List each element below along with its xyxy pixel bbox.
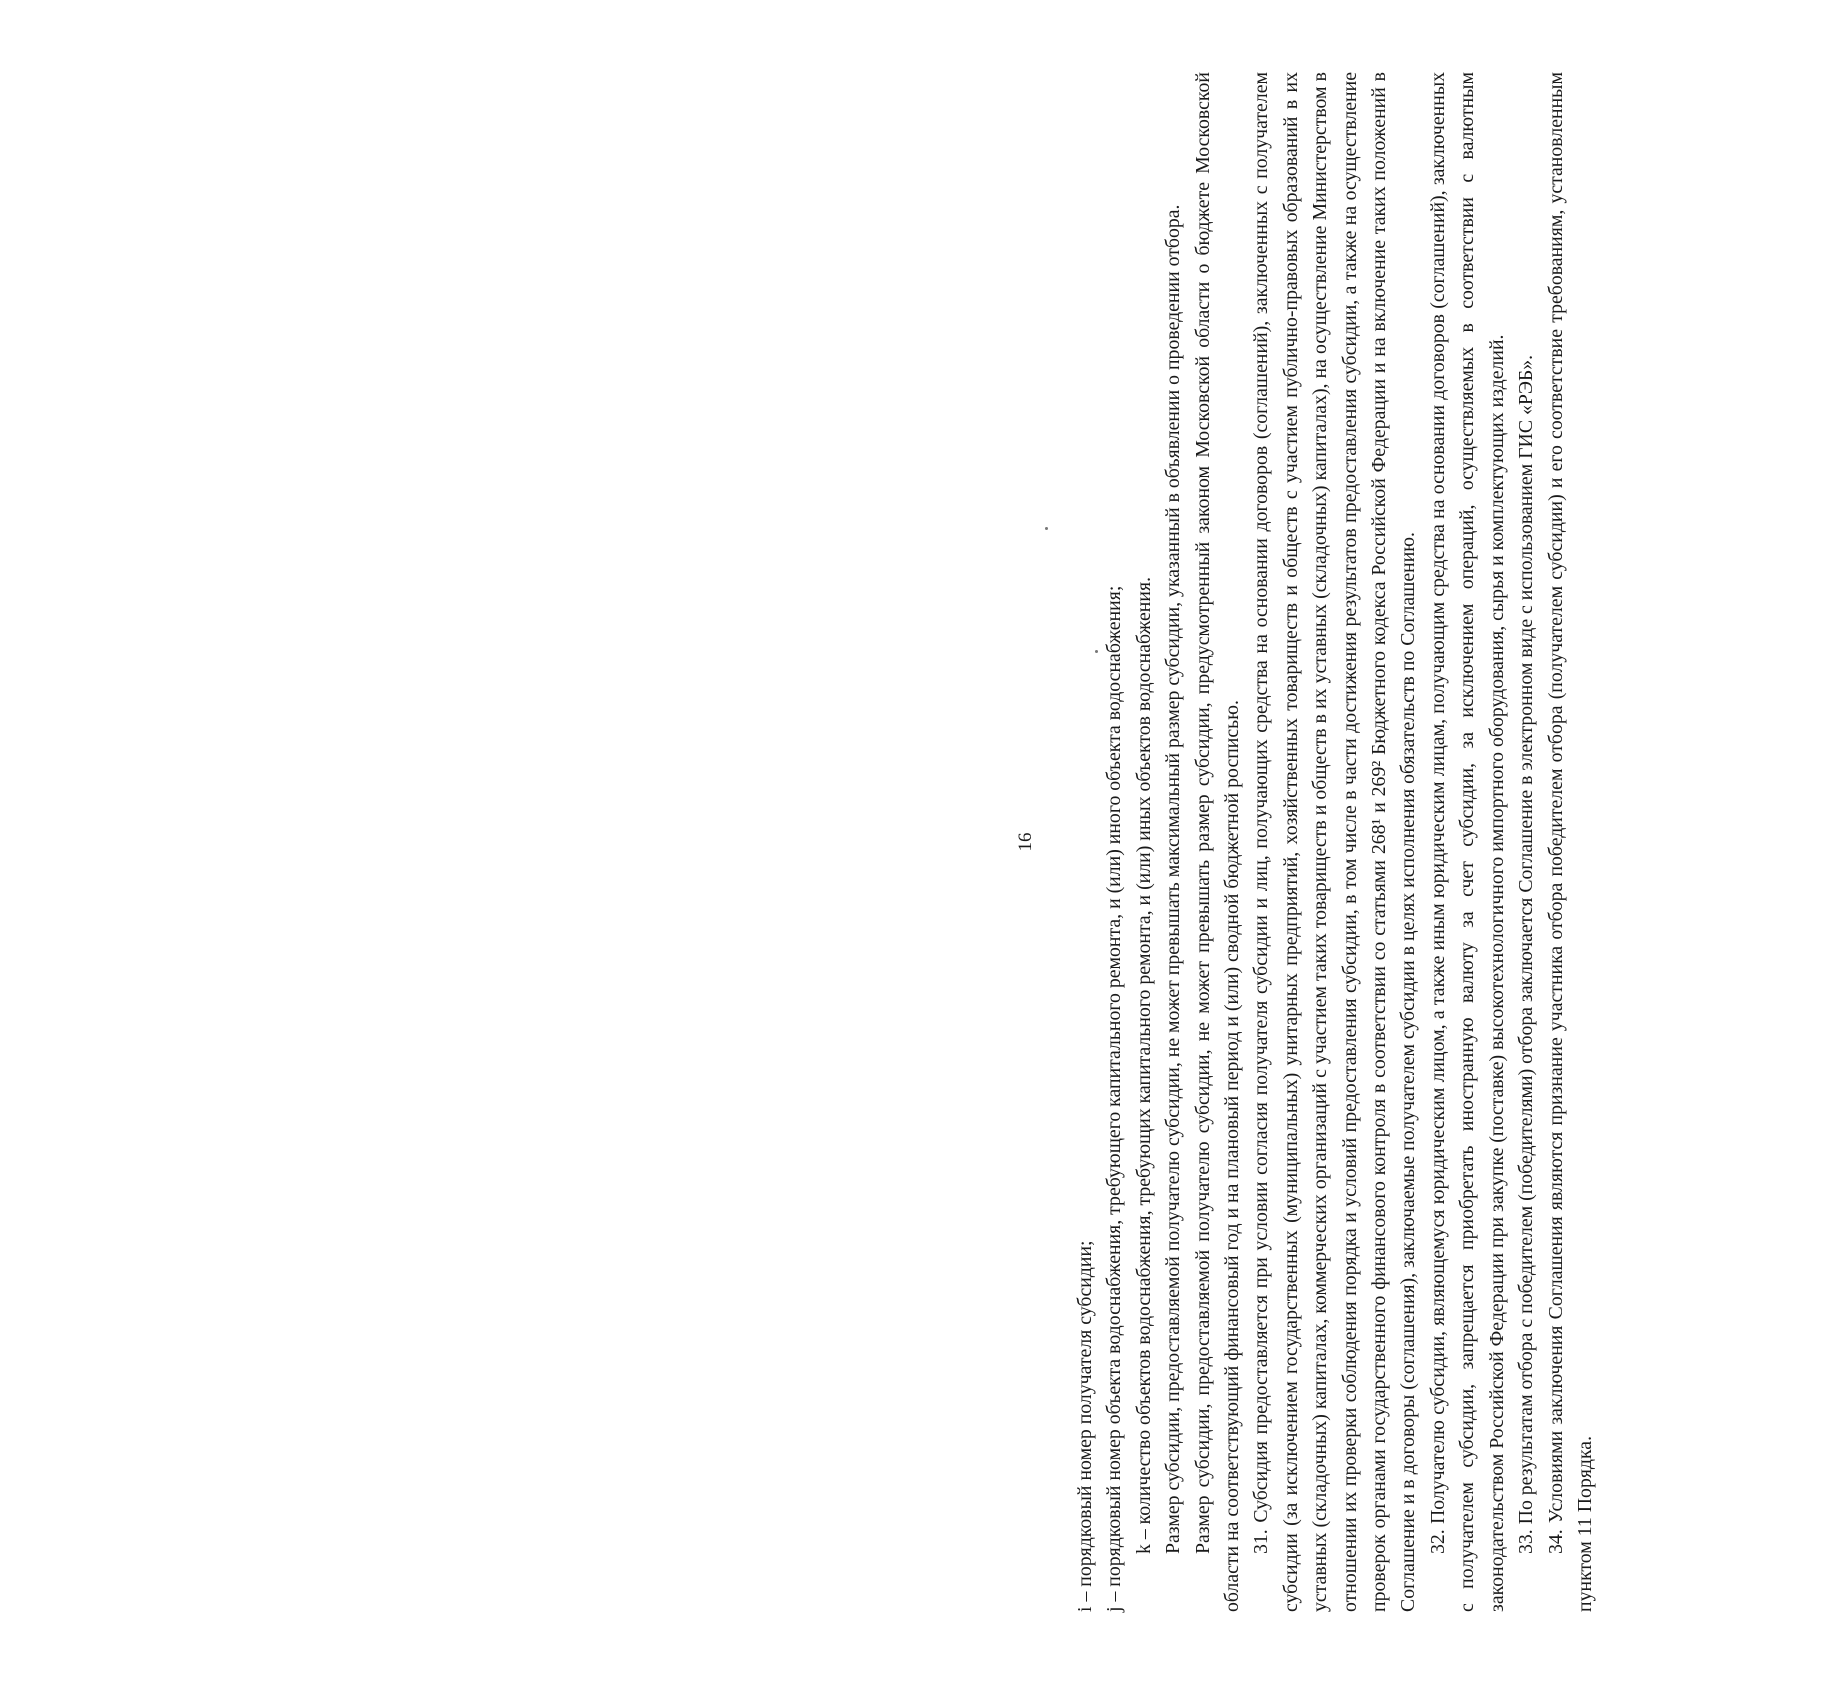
paragraph-31: 31. Субсидия предоставляется при условии согласия получателя субсидии и лиц, получающих средства на основании договоров (соглашений), заключенных с получателем субсидии (за исключением государственных (муниципальных) унитарных предприятий, хозяйственных товариществ и обществ с участием публично-правовых образований в их уставных (складочных) капиталах, коммерческих организаций с участием таких товариществ и обществ в их уставных (складочных) капиталах), на осуществление Министерством в отношении их проверки соблюдения порядка и условий предоставления субсидии, в том числе в части достижения результатов предоставления субсидии, а также на осуществление проверок органами государственного финансового контроля в соответствии со статьями 268¹ и 269² Бюджетного кодекса Российской Федерации и на включение таких положений в Соглашение и в договоры (соглашения), заключаемые получателем субсидии в целях исполнения обязательств по Соглашению. bbox=[1250, 72, 1420, 1612]
page-number: 16 bbox=[1015, 832, 1036, 852]
paragraph-budget-limit: Размер субсидии, предоставляемой получателю субсидии, не может превышать размер субсидии, предусмотренный законом Московской области о бюджете Московской области на соответствующий финансовый год и на плановый период и (или) сводной бюджетной росписью. bbox=[1191, 72, 1244, 1612]
paragraph-j-definition: j – порядковый номер объекта водоснабжения, требующего капитального ремонта, и (или) иного объекта водоснабжения; bbox=[1103, 585, 1126, 1612]
paragraph-max-subsidy: Размер субсидии, предоставляемой получателю субсидии, не может превышать максимальный размер субсидии, указанный в объявлении о проведении отбора. bbox=[1162, 204, 1185, 1554]
rotated-page bbox=[1015, 72, 1835, 1612]
paragraph-i-definition: i – порядковый номер получателя субсидии; bbox=[1074, 1240, 1096, 1612]
paragraph-34: 34. Условиями заключения Соглашения являются признание участника отбора победителем отбора (получателем субсидии) и его соответствие требованиям, установленным пунктом 11 Порядка. bbox=[1544, 72, 1596, 1612]
scan-speck bbox=[1095, 650, 1098, 653]
paragraph-k-definition: k – количество объектов водоснабжения, требующих капитального ремонта, и (или) иных объектов водоснабжения. bbox=[1132, 576, 1155, 1554]
paragraph-33: 33. По результатам отбора с победителем (победителями) отбора заключается Соглашение в электронном виде с использованием ГИС «РЭБ». bbox=[1515, 354, 1538, 1554]
paragraph-32: 32. Получателю субсидии, являющемуся юридическим лицом, а также иным юридическим лицам, получающим средства на основании договоров (соглашений), заключенных с получателем субсидии, запрещается приобретать иностранную валюту за счет субсидии, за исключением операций, осуществляемых в соответствии с валютным законодательством Российской Федерации при закупке (поставке) высокотехнологичного импортного оборудования, сырья и комплектующих изделий. bbox=[1426, 72, 1508, 1612]
document-body bbox=[1071, 72, 1600, 1612]
scan-speck bbox=[1045, 527, 1048, 530]
